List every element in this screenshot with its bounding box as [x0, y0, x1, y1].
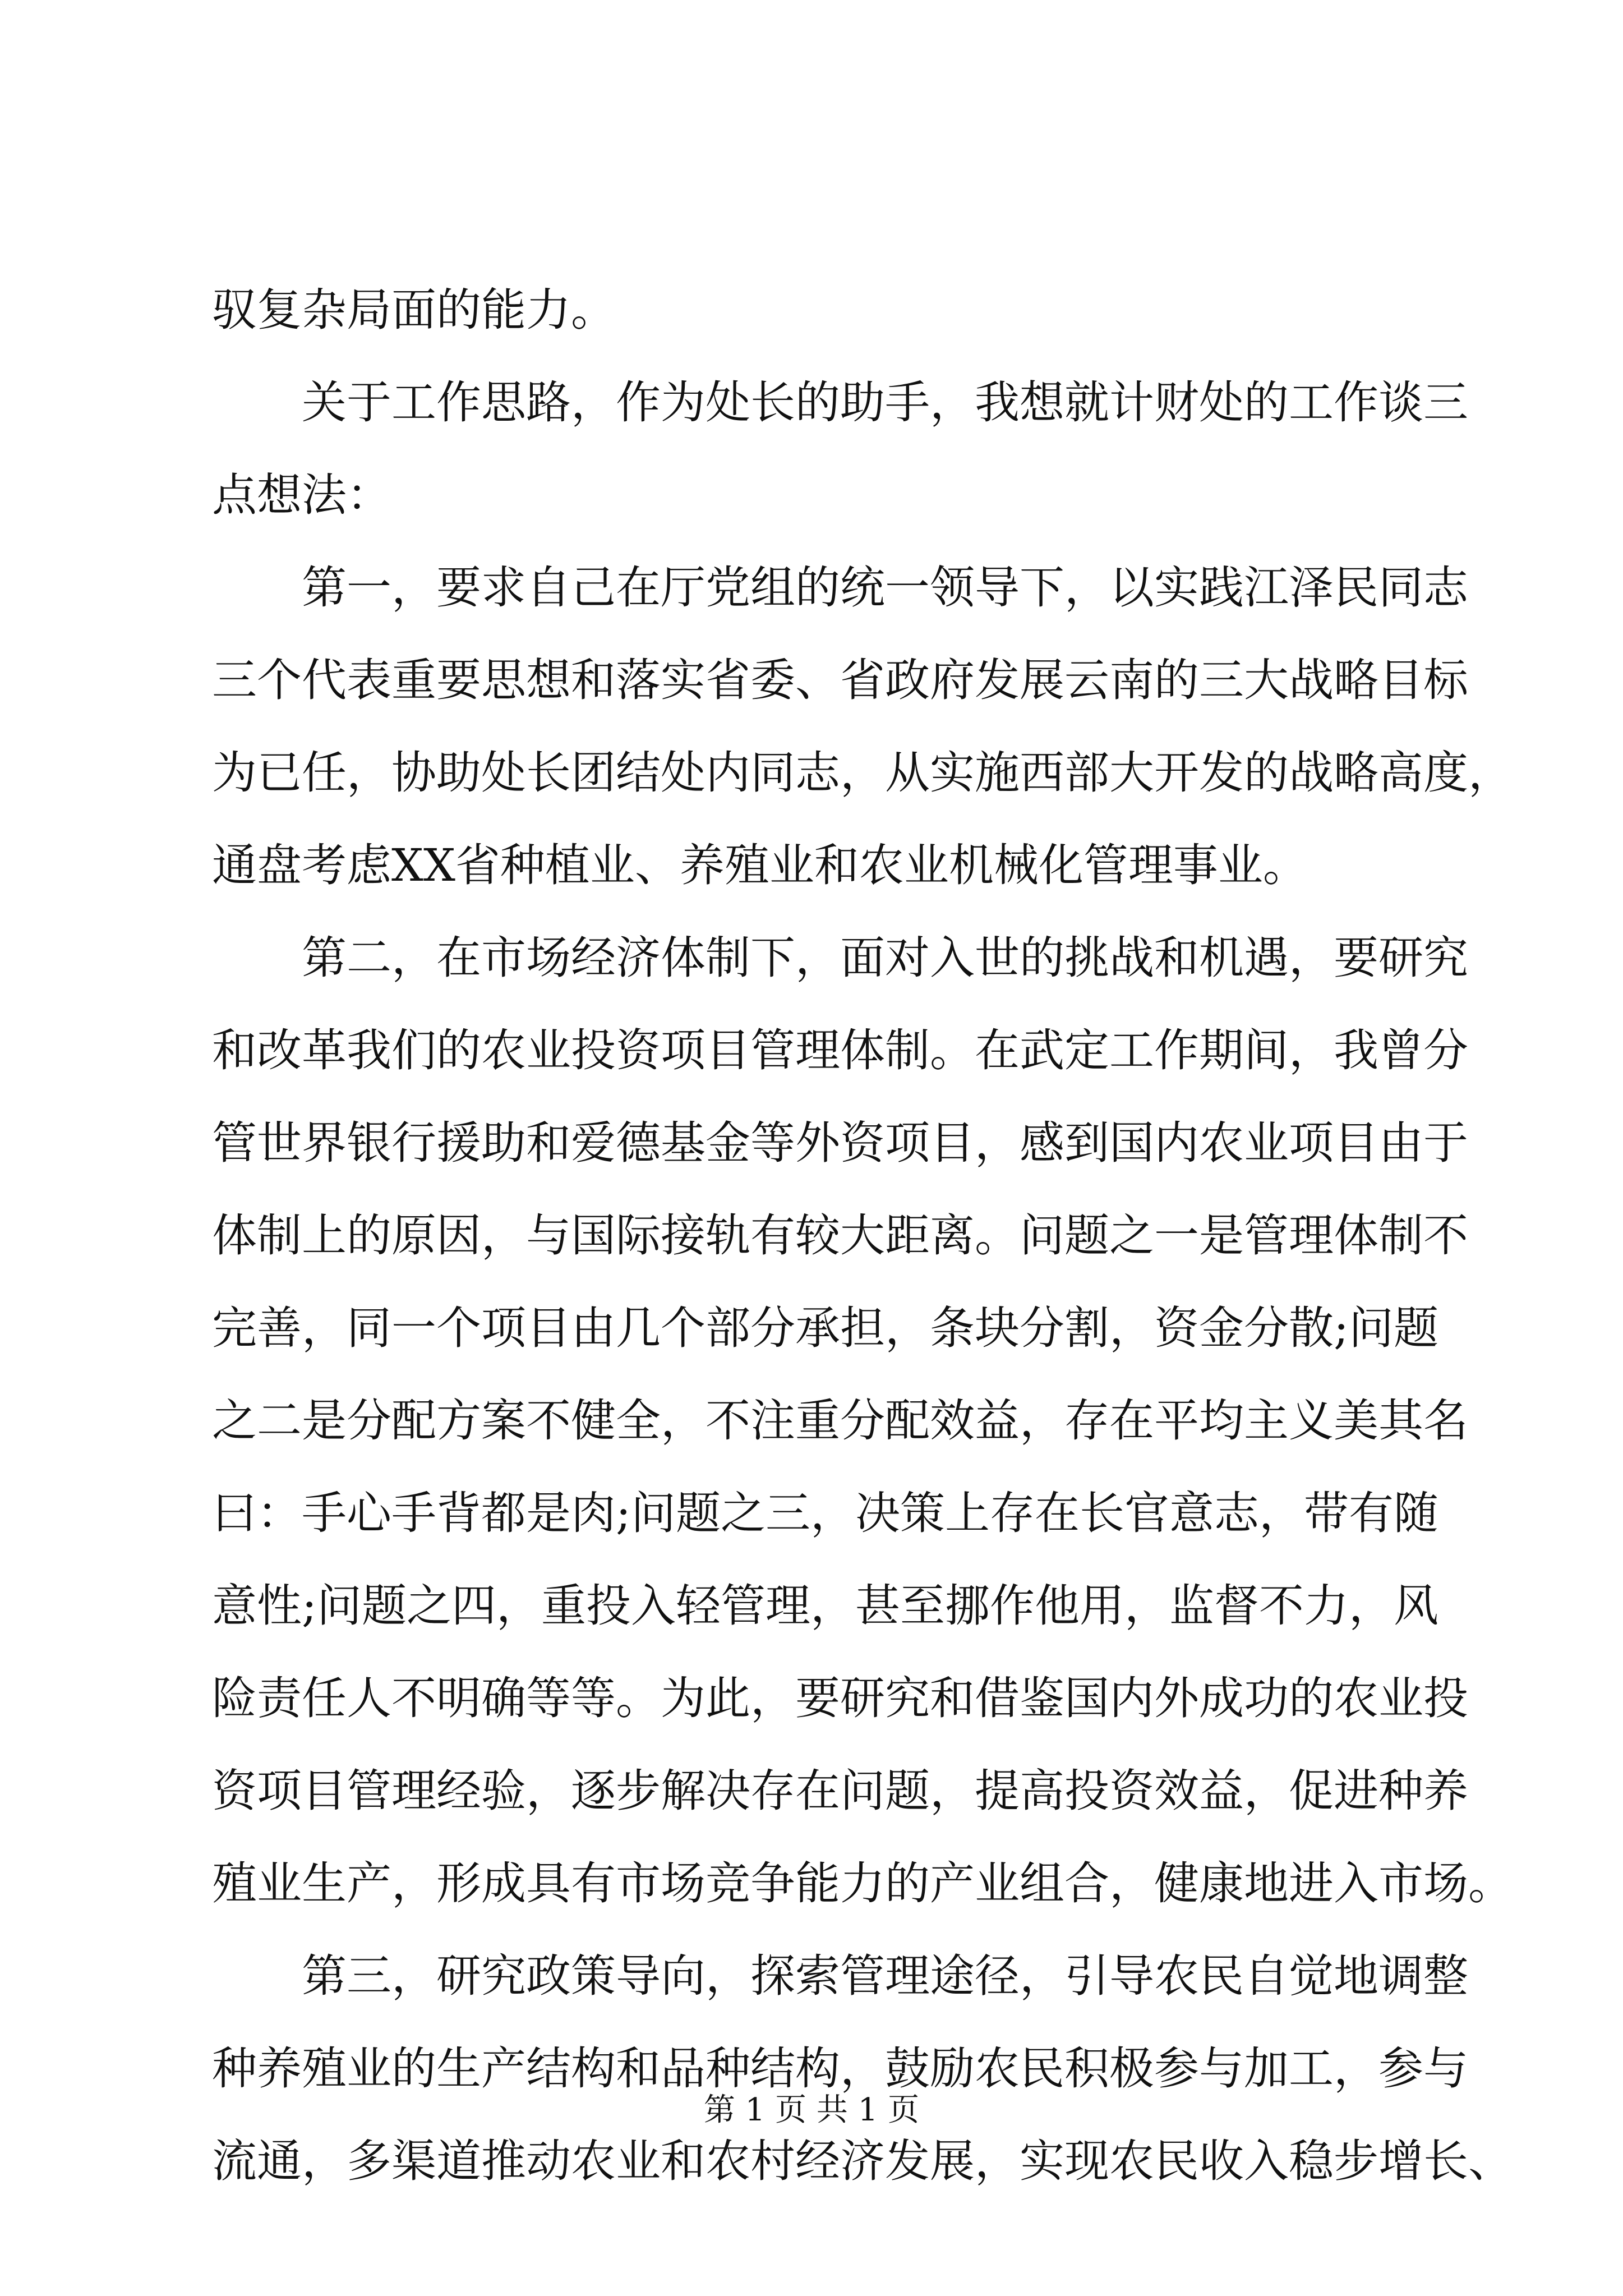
text-line: 流通，多渠道推动农业和农村经济发展，实现农民收入稳步增长、: [212, 2135, 1513, 2187]
text-line: 种养殖业的生产结构和品种结构，鼓励农民积极参与加工，参与: [212, 2042, 1468, 2095]
text-line: 体制上的原因，与国际接轨有较大距离。问题之一是管理体制不: [212, 1209, 1468, 1262]
text-line: 第一，要求自己在厅党组的统一领导下，以实践江泽民同志: [212, 562, 1468, 614]
text-line: 殖业生产，形成具有市场竞争能力的产业组合，健康地进入市场。: [212, 1857, 1513, 1910]
text-line: 资项目管理经验，逐步解决存在问题，提高投资效益，促进种养: [212, 1765, 1468, 1817]
text-line: 第二，在市场经济体制下，面对入世的挑战和机遇，要研究: [212, 932, 1468, 984]
text-line: 为已任，协助处长团结处内同志，从实施西部大开发的战略高度，: [212, 747, 1513, 799]
text-line: 关于工作思路，作为处长的助手，我想就计财处的工作谈三: [212, 376, 1468, 429]
document-body: [212, 264, 1513, 2207]
text-line: 第三，研究政策导向，探索管理途径，引导农民自觉地调整: [212, 1950, 1468, 2002]
text-line: 点想法：: [212, 469, 391, 521]
text-line: 意性;问题之四，重投入轻管理，甚至挪作他用，监督不力，风: [212, 1580, 1438, 1632]
page-footer: [0, 2088, 1623, 2133]
text-line: 管世界银行援助和爱德基金等外资项目，感到国内农业项目由于: [212, 1117, 1468, 1169]
text-line: 三个代表重要思想和落实省委、省政府发展云南的三大战略目标: [212, 654, 1468, 706]
text-line: 驭复杂局面的能力。: [212, 284, 616, 336]
text-line: 和改革我们的农业投资项目管理体制。在武定工作期间，我曾分: [212, 1024, 1468, 1076]
text-line: 完善，同一个项目由几个部分承担，条块分割，资金分散;问题: [212, 1302, 1438, 1354]
page-number-label: 第 1 页 共 1 页: [703, 2092, 920, 2128]
text-line: 曰：手心手背都是肉;问题之三，决策上存在长官意志，带有随: [212, 1487, 1438, 1539]
text-line: 通盘考虑XX省种植业、养殖业和农业机械化管理事业。: [212, 839, 1308, 891]
text-line: 险责任人不明确等等。为此，要研究和借鉴国内外成功的农业投: [212, 1672, 1468, 1724]
text-line: 之二是分配方案不健全，不注重分配效益，存在平均主义美其名: [212, 1395, 1468, 1447]
